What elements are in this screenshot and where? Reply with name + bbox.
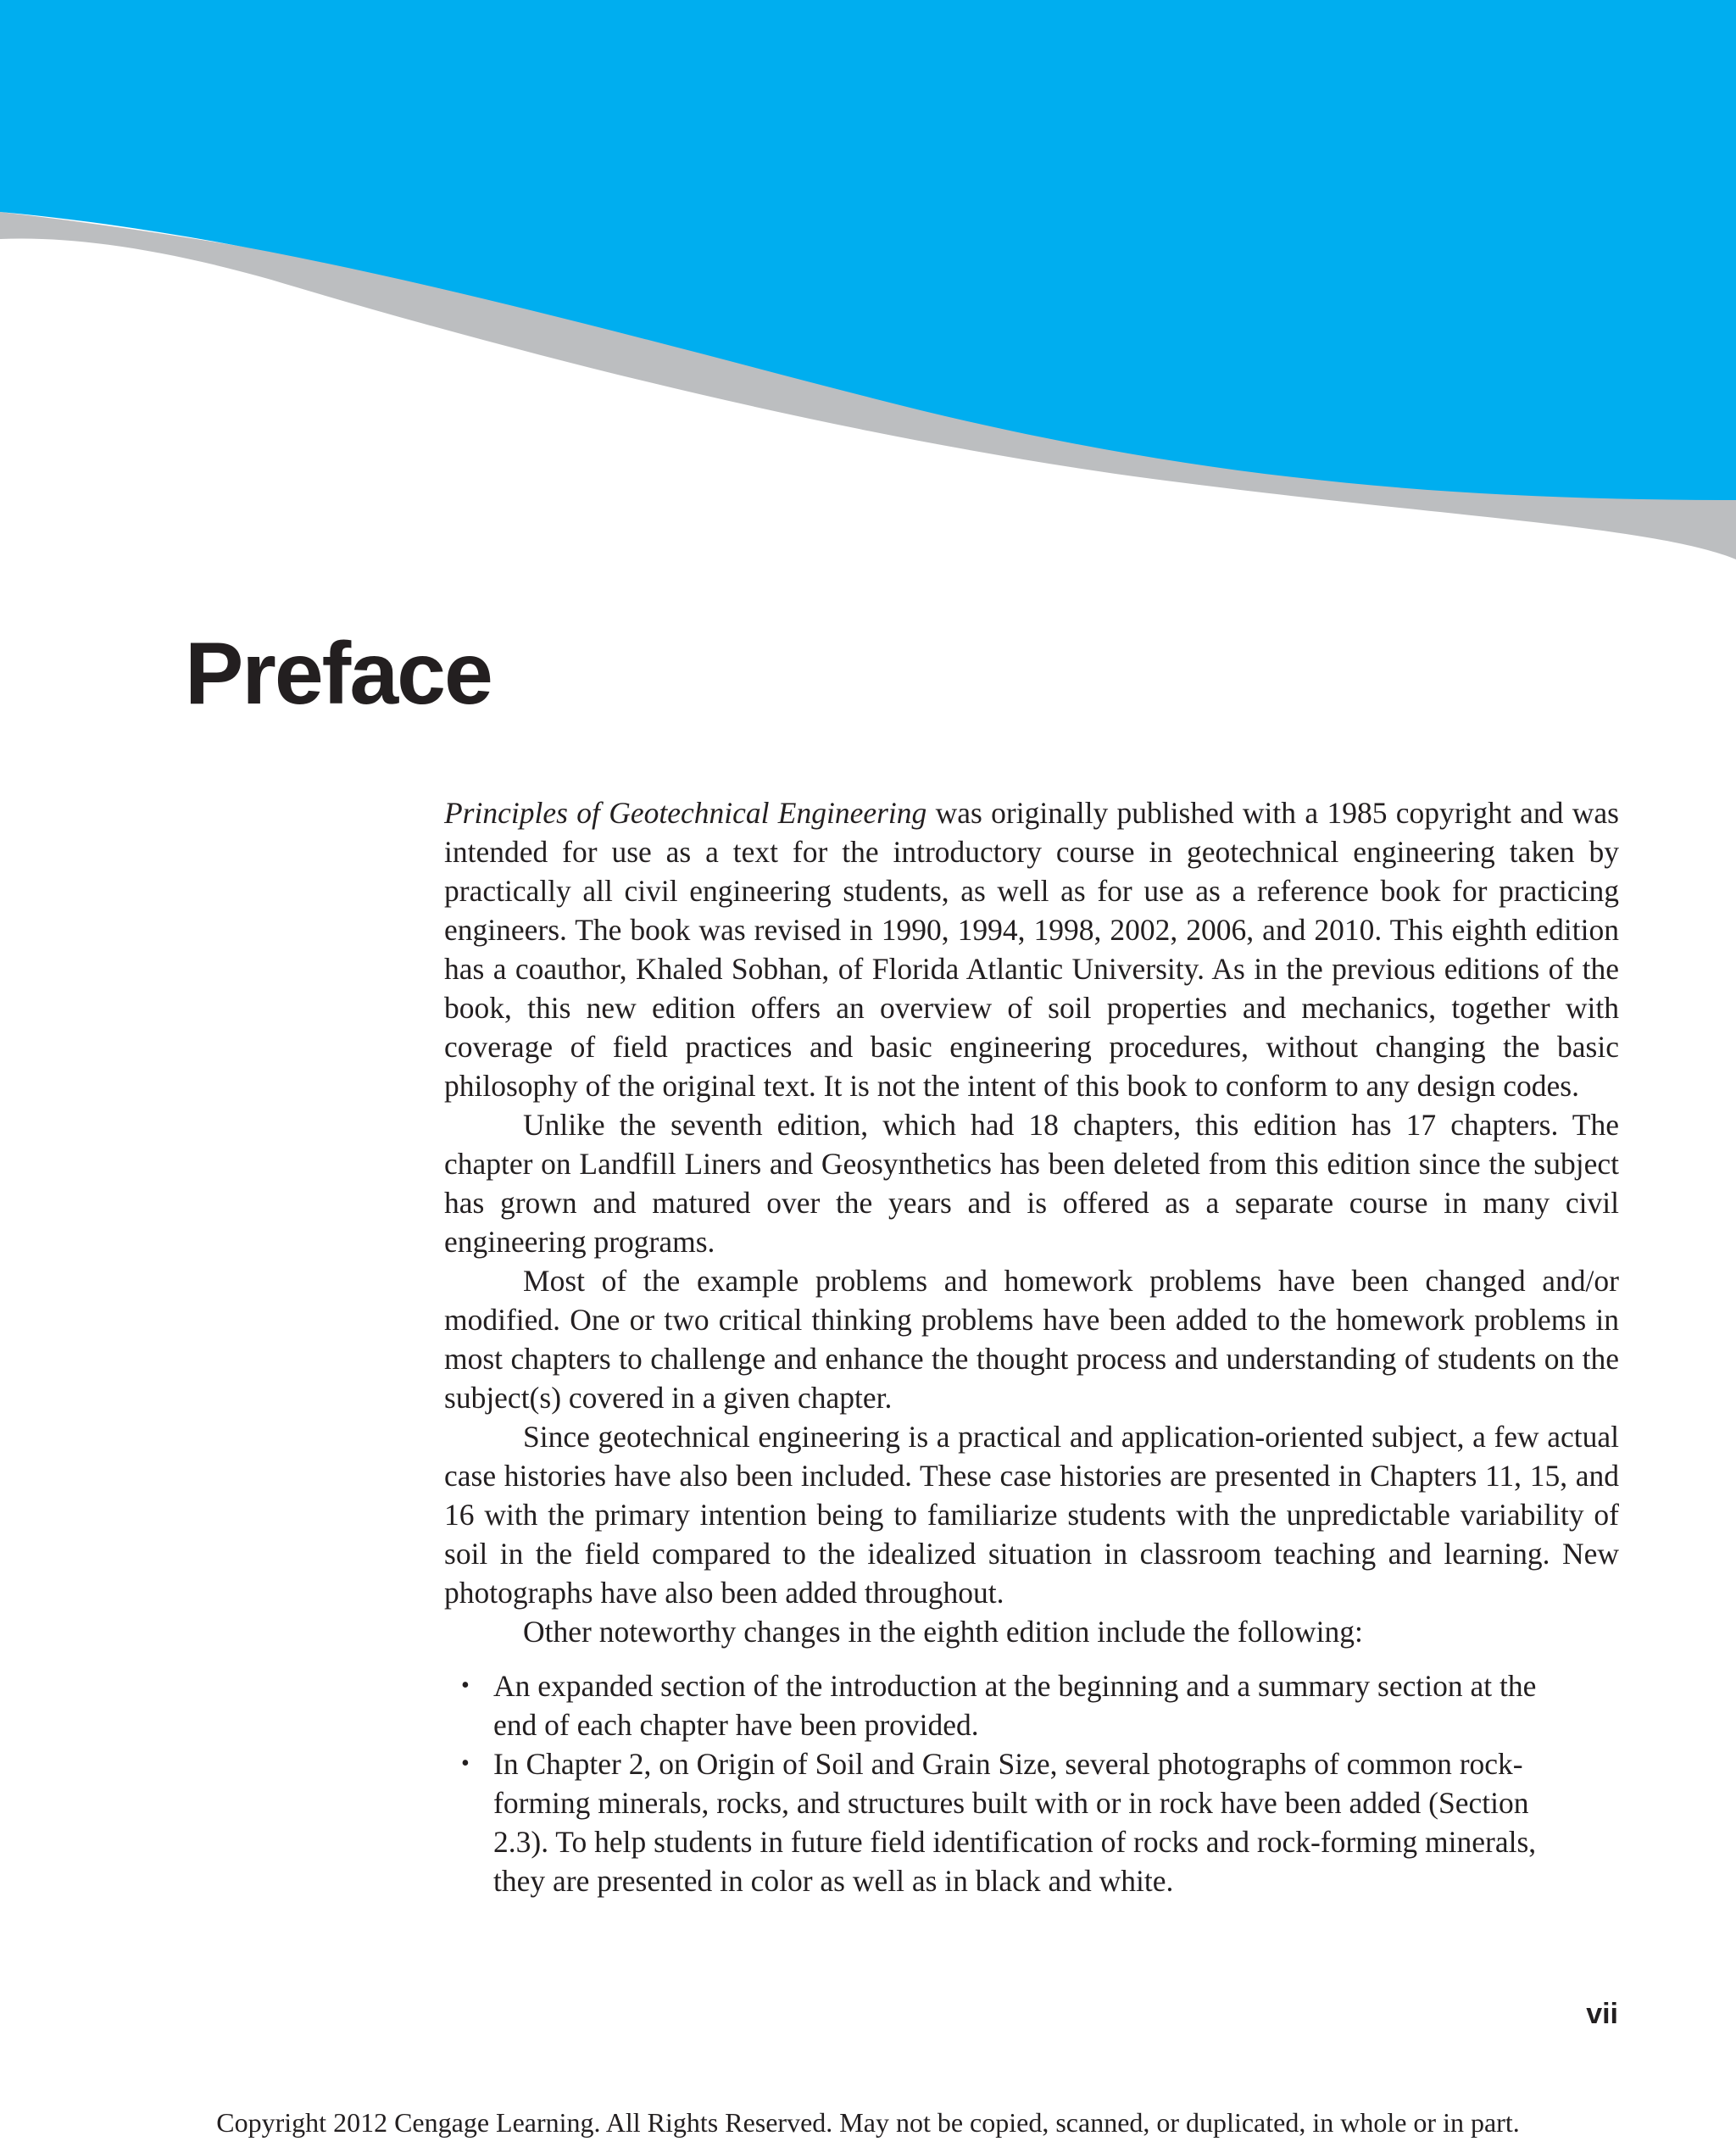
- header-banner: [0, 0, 1736, 559]
- bullet-icon: •: [461, 1672, 470, 1699]
- paragraph-2: Unlike the seventh edition, which had 18 chapters, this edition has 17 chapters. The chapter on Landfill Liners and Geosynthetics has been deleted from this edition since the subject has grown and matured over the years and is offered as a separate course in many civil engineering programs.: [444, 1108, 1619, 1259]
- paragraph-1-text: was originally published with a 1985 copyright and was intended for use as a text for the introductory course in geotechnical engineering taken by practically all civil engineering students, as well as for use as a reference book for practicing engineers. The book was revised in 1990, 1994, 1998, 2002, 2006, and 2010. This eighth edition has a coauthor, Khaled Sobhan, of Florida Atlantic University. As in the previous editions of the book, this new edition offers an overview of soil properties and mechanics, together with coverage of field practices and basic engineering procedures, without changing the basic philosophy of the original text. It is not the intent of this book to conform to any design codes.: [444, 796, 1619, 1103]
- page-number: vii: [1586, 1998, 1618, 2030]
- paragraph-3: Most of the example problems and homework problems have been changed and/or modified. One or two critical thinking problems have been added to the homework problems in most chapters to challenge and enhance the thought process and understanding of students on the subject(s) covered in a given chapter.: [444, 1264, 1619, 1415]
- list-item-text: In Chapter 2, on Origin of Soil and Grain Size, several photographs of common rock-forming minerals, rocks, and structures built with or in rock have been added (Section 2.3). To help students in future field identification of rocks and rock-forming minerals, they are presented in color as well as in black and white.: [493, 1747, 1537, 1898]
- page-title: Preface: [185, 625, 492, 723]
- list-item: [444, 1666, 1619, 1744]
- paragraph-4: Since geotechnical engineering is a practical and application-oriented subject, a few actual case histories have also been included. These case histories are presented in Chapters 11, 15, and 16 with the primary intention being to familiarize students with the unpredictable variability of soil in the field compared to the idealized situation in classroom teaching and learning. New photographs have also been added throughout.: [444, 1420, 1619, 1610]
- copyright-notice: Copyright 2012 Cengage Learning. All Rights Reserved. May not be copied, scanned, or duplicated, in whole or in part.: [216, 2107, 1520, 2138]
- book-title: Principles of Geotechnical Engineering: [444, 796, 927, 830]
- bullet-icon: •: [461, 1750, 470, 1777]
- list-item-text: An expanded section of the introduction at the beginning and a summary section at the end of each chapter have been provided.: [493, 1669, 1537, 1742]
- paragraph-1: [444, 793, 1619, 1105]
- preface-body: [444, 793, 1619, 1900]
- list-item: [444, 1744, 1619, 1900]
- paragraph-5: Other noteworthy changes in the eighth edition include the following:: [523, 1615, 1363, 1649]
- changes-list: [444, 1666, 1619, 1900]
